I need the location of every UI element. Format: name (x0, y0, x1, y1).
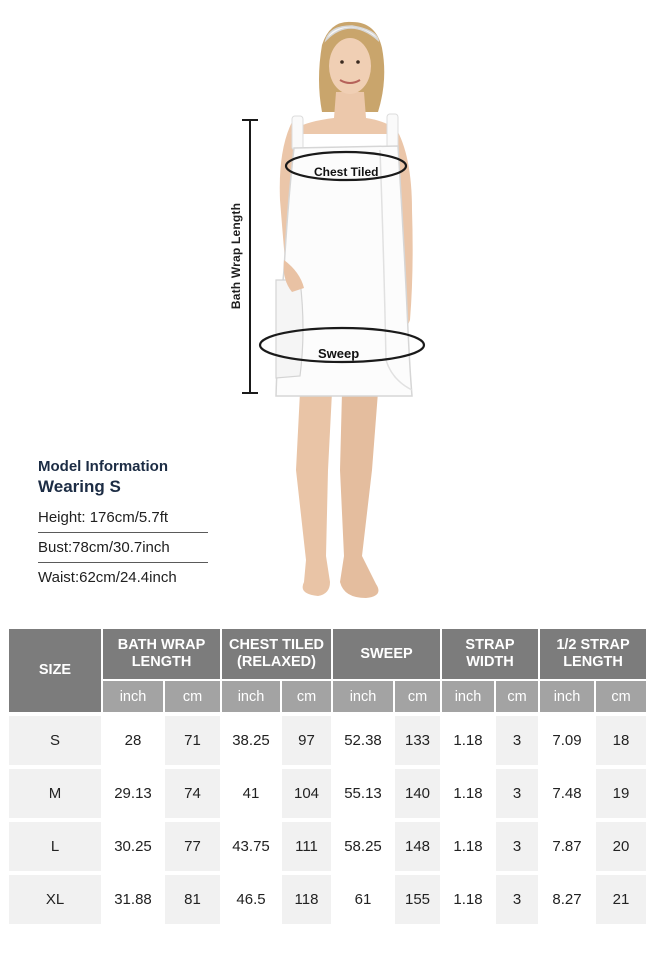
table-cell: 7.87 (538, 818, 594, 871)
half-strap-length-header: 1/2 STRAP LENGTH (538, 629, 646, 679)
table-cell: 28 (101, 712, 163, 765)
right-strap (387, 114, 398, 150)
model-wearing-size: Wearing S (38, 477, 121, 496)
table-cell: 38.25 (220, 712, 280, 765)
table-cell: 41 (220, 765, 280, 818)
table-row (9, 818, 646, 871)
table-cell: 118 (280, 871, 331, 924)
unit-cm-header: cm (280, 679, 331, 712)
unit-cm-header: cm (594, 679, 646, 712)
table-cell: 81 (163, 871, 220, 924)
table-cell: 31.88 (101, 871, 163, 924)
table-cell: 20 (594, 818, 646, 871)
table-cell: 58.25 (331, 818, 393, 871)
table-group-header-row (9, 629, 646, 679)
model-legs (296, 392, 332, 596)
table-row (9, 871, 646, 924)
table-cell: 29.13 (101, 765, 163, 818)
model-info-title: Model Information (38, 458, 168, 475)
table-cell: 61 (331, 871, 393, 924)
table-cell: 3 (494, 871, 538, 924)
table-cell: 7.48 (538, 765, 594, 818)
table-cell: 148 (393, 818, 440, 871)
table-cell: 3 (494, 818, 538, 871)
strap-width-header: STRAP WIDTH (440, 629, 538, 679)
table-cell: 140 (393, 765, 440, 818)
model-height: Height: 176cm/5.7ft (38, 503, 208, 533)
model-waist: Waist:62cm/24.4inch (38, 569, 177, 586)
table-cell: 111 (280, 818, 331, 871)
chest-tiled-label: Chest Tiled (314, 165, 379, 179)
table-row (9, 712, 646, 765)
table-cell: 77 (163, 818, 220, 871)
table-cell: 55.13 (331, 765, 393, 818)
table-cell: 104 (280, 765, 331, 818)
table-unit-header-row (9, 679, 646, 712)
unit-inch-header: inch (331, 679, 393, 712)
table-cell: 46.5 (220, 871, 280, 924)
table-cell: 3 (494, 712, 538, 765)
table-cell: 133 (393, 712, 440, 765)
table-cell: 18 (594, 712, 646, 765)
table-cell: 30.25 (101, 818, 163, 871)
sweep-header: SWEEP (331, 629, 440, 679)
unit-cm-header: cm (393, 679, 440, 712)
table-row (9, 765, 646, 818)
table-cell: 155 (393, 871, 440, 924)
unit-inch-header: inch (440, 679, 494, 712)
table-cell: 1.18 (440, 818, 494, 871)
size-cell: XL (9, 871, 101, 924)
size-chart-table (9, 629, 646, 924)
unit-cm-header: cm (163, 679, 220, 712)
table-cell: 74 (163, 765, 220, 818)
unit-inch-header: inch (220, 679, 280, 712)
table-cell: 71 (163, 712, 220, 765)
unit-inch-header: inch (538, 679, 594, 712)
unit-cm-header: cm (494, 679, 538, 712)
bath-wrap-length-header: BATH WRAP LENGTH (101, 629, 220, 679)
unit-inch-header: inch (101, 679, 163, 712)
table-cell: 3 (494, 765, 538, 818)
left-strap (292, 116, 303, 150)
towel-pocket (276, 280, 303, 378)
table-cell: 1.18 (440, 712, 494, 765)
size-cell: M (9, 765, 101, 818)
model-face (329, 38, 371, 94)
table-cell: 1.18 (440, 871, 494, 924)
sweep-label: Sweep (318, 346, 360, 361)
table-cell: 1.18 (440, 765, 494, 818)
size-cell: L (9, 818, 101, 871)
table-cell: 7.09 (538, 712, 594, 765)
model-information-panel (38, 457, 208, 592)
table-cell: 19 (594, 765, 646, 818)
size-cell: S (9, 712, 101, 765)
model-bust: Bust:78cm/30.7inch (38, 533, 208, 563)
bath-wrap-length-label: Bath Wrap Length (229, 202, 243, 310)
table-cell: 8.27 (538, 871, 594, 924)
table-cell: 52.38 (331, 712, 393, 765)
table-cell: 21 (594, 871, 646, 924)
chest-tiled-header: CHEST TILED (RELAXED) (220, 629, 331, 679)
size-column-header: SIZE (9, 629, 101, 712)
table-cell: 97 (280, 712, 331, 765)
table-cell: 43.75 (220, 818, 280, 871)
